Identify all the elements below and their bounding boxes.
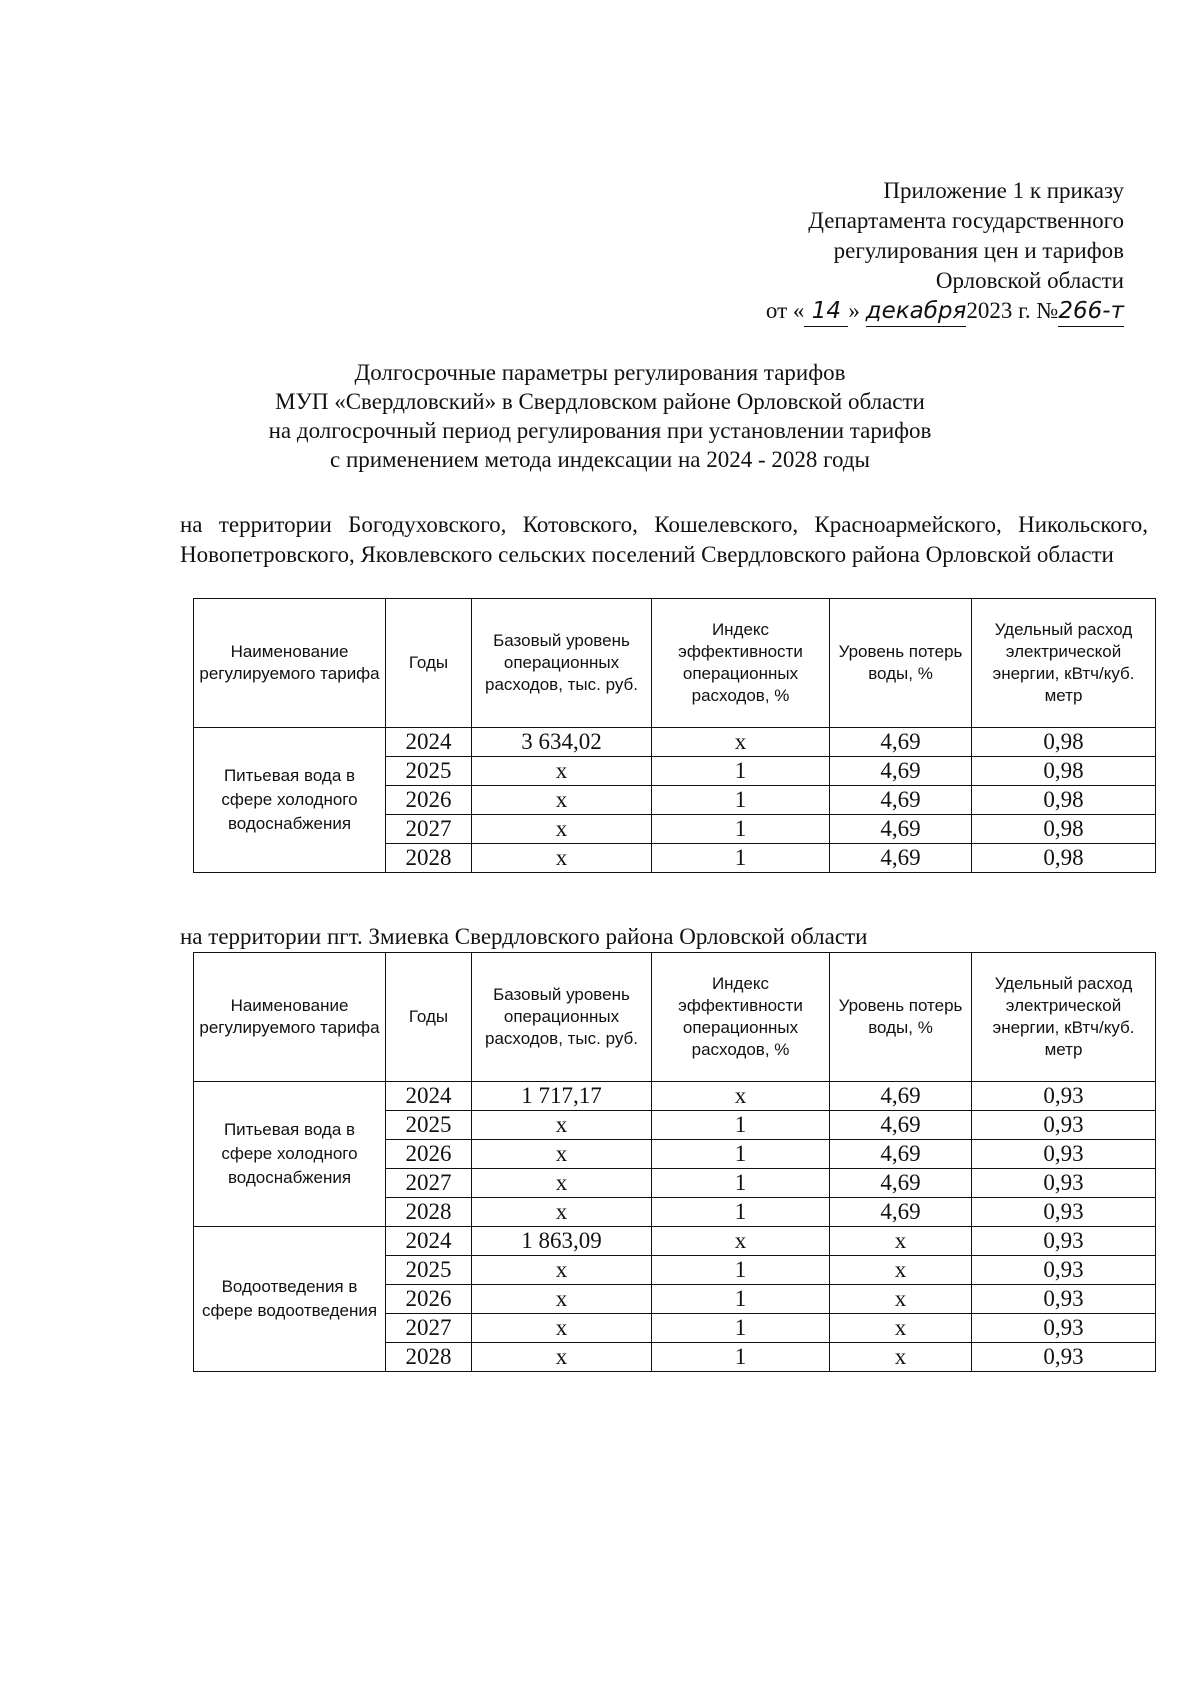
territory-heading-2: на территории пгт. Змиевка Свердловского района Орловской области <box>180 924 868 949</box>
index-cell: 1 <box>652 1169 830 1198</box>
electric-cell: 0,98 <box>972 844 1156 873</box>
appendix-block <box>766 176 1124 327</box>
appendix-line-3: регулирования цен и тарифов <box>833 238 1124 263</box>
tariff-name-cell: Питьевая вода в сфере холодного водоснабжения <box>194 1082 386 1227</box>
loss-cell: 4,69 <box>830 757 972 786</box>
appendix-line-4: Орловской области <box>935 268 1124 293</box>
header-name: Наименование регулируемого тарифа <box>194 953 386 1082</box>
index-cell: 1 <box>652 1285 830 1314</box>
index-cell: 1 <box>652 815 830 844</box>
loss-cell: х <box>830 1227 972 1256</box>
year-cell: 2028 <box>386 844 472 873</box>
electric-cell: 0,93 <box>972 1256 1156 1285</box>
index-cell: 1 <box>652 786 830 815</box>
index-cell: х <box>652 1227 830 1256</box>
electric-cell: 0,98 <box>972 786 1156 815</box>
base-cell: х <box>472 1285 652 1314</box>
index-cell: 1 <box>652 1198 830 1227</box>
table-row <box>194 728 1156 757</box>
loss-cell: х <box>830 1343 972 1372</box>
base-cell: х <box>472 1314 652 1343</box>
document-title <box>0 358 1200 474</box>
handwritten-month: декабря <box>866 296 967 327</box>
base-cell: 1 863,09 <box>472 1227 652 1256</box>
table-header-row <box>194 599 1156 728</box>
base-cell: х <box>472 786 652 815</box>
year-cell: 2028 <box>386 1343 472 1372</box>
year-cell: 2027 <box>386 1169 472 1198</box>
base-cell: х <box>472 1256 652 1285</box>
base-cell: х <box>472 757 652 786</box>
electric-cell: 0,93 <box>972 1343 1156 1372</box>
title-line-3: на долгосрочный период регулирования при установлении тарифов <box>268 418 932 443</box>
electric-cell: 0,93 <box>972 1082 1156 1111</box>
header-index: Индекс эффективности операционных расходов, % <box>652 599 830 728</box>
electric-cell: 0,93 <box>972 1227 1156 1256</box>
table-row <box>194 1082 1156 1111</box>
year-cell: 2025 <box>386 1256 472 1285</box>
title-line-2: МУП «Свердловский» в Свердловском районе Орловской области <box>275 389 925 414</box>
base-cell: х <box>472 1198 652 1227</box>
loss-cell: 4,69 <box>830 1111 972 1140</box>
electric-cell: 0,93 <box>972 1285 1156 1314</box>
loss-cell: х <box>830 1256 972 1285</box>
loss-cell: 4,69 <box>830 1082 972 1111</box>
loss-cell: 4,69 <box>830 1198 972 1227</box>
year-cell: 2028 <box>386 1198 472 1227</box>
electric-cell: 0,93 <box>972 1140 1156 1169</box>
header-loss: Уровень потерь воды, % <box>830 599 972 728</box>
territory-heading-1: на территории Богодуховского, Котовского, Кошелевского, Красноармейского, Никольского, Новопетровского, Яковлевского сельских поселений Свердловского района Орловской области <box>180 512 1148 567</box>
electric-cell: 0,93 <box>972 1314 1156 1343</box>
year-cell: 2026 <box>386 1285 472 1314</box>
loss-cell: 4,69 <box>830 1140 972 1169</box>
year-cell: 2027 <box>386 1314 472 1343</box>
year-cell: 2024 <box>386 1082 472 1111</box>
electric-cell: 0,98 <box>972 728 1156 757</box>
header-years: Годы <box>386 953 472 1082</box>
year-cell: 2025 <box>386 757 472 786</box>
index-cell: 1 <box>652 1314 830 1343</box>
loss-cell: 4,69 <box>830 844 972 873</box>
base-cell: х <box>472 815 652 844</box>
index-cell: х <box>652 728 830 757</box>
index-cell: 1 <box>652 1256 830 1285</box>
tariff-table-zmievka <box>193 952 1156 1372</box>
year-cell: 2024 <box>386 728 472 757</box>
table-row <box>194 1227 1156 1256</box>
year-cell: 2026 <box>386 1140 472 1169</box>
electric-cell: 0,93 <box>972 1198 1156 1227</box>
electric-cell: 0,93 <box>972 1169 1156 1198</box>
base-cell: х <box>472 1140 652 1169</box>
tariff-name-cell: Питьевая вода в сфере холодного водоснабжения <box>194 728 386 873</box>
base-cell: х <box>472 1343 652 1372</box>
date-mid: » <box>848 298 860 323</box>
header-electric: Удельный расход электрической энергии, кВтч/куб. метр <box>972 953 1156 1082</box>
loss-cell: 4,69 <box>830 1169 972 1198</box>
loss-cell: х <box>830 1285 972 1314</box>
index-cell: 1 <box>652 1343 830 1372</box>
title-line-4: с применением метода индексации на 2024 - 2028 годы <box>329 447 871 472</box>
year-cell: 2026 <box>386 786 472 815</box>
base-cell: х <box>472 1169 652 1198</box>
header-base: Базовый уровень операционных расходов, тыс. руб. <box>472 599 652 728</box>
index-cell: 1 <box>652 1140 830 1169</box>
index-cell: 1 <box>652 757 830 786</box>
loss-cell: х <box>830 1314 972 1343</box>
index-cell: х <box>652 1082 830 1111</box>
base-cell: х <box>472 844 652 873</box>
year-cell: 2024 <box>386 1227 472 1256</box>
base-cell: 1 717,17 <box>472 1082 652 1111</box>
electric-cell: 0,98 <box>972 815 1156 844</box>
year-text: 2023 г. № <box>966 298 1059 323</box>
loss-cell: 4,69 <box>830 786 972 815</box>
date-prefix: от « <box>765 298 805 323</box>
electric-cell: 0,98 <box>972 757 1156 786</box>
tariff-table-rural <box>193 598 1156 873</box>
header-years: Годы <box>386 599 472 728</box>
table-header-row <box>194 953 1156 1082</box>
order-date-line <box>766 296 1124 327</box>
appendix-line-1: Приложение 1 к приказу <box>883 178 1124 203</box>
tariff-name-cell: Водоотведения в сфере водоотведения <box>194 1227 386 1372</box>
base-cell: х <box>472 1111 652 1140</box>
header-name: Наименование регулируемого тарифа <box>194 599 386 728</box>
handwritten-day: 14 <box>804 296 848 327</box>
appendix-line-2: Департамента государственного <box>808 208 1124 233</box>
year-cell: 2027 <box>386 815 472 844</box>
header-index: Индекс эффективности операционных расходов, % <box>652 953 830 1082</box>
title-line-1: Долгосрочные параметры регулирования тарифов <box>354 360 846 385</box>
index-cell: 1 <box>652 1111 830 1140</box>
year-cell: 2025 <box>386 1111 472 1140</box>
header-electric: Удельный расход электрической энергии, кВтч/куб. метр <box>972 599 1156 728</box>
header-base: Базовый уровень операционных расходов, тыс. руб. <box>472 953 652 1082</box>
loss-cell: 4,69 <box>830 728 972 757</box>
handwritten-number: 266-т <box>1058 296 1124 327</box>
loss-cell: 4,69 <box>830 815 972 844</box>
index-cell: 1 <box>652 844 830 873</box>
header-loss: Уровень потерь воды, % <box>830 953 972 1082</box>
electric-cell: 0,93 <box>972 1111 1156 1140</box>
base-cell: 3 634,02 <box>472 728 652 757</box>
